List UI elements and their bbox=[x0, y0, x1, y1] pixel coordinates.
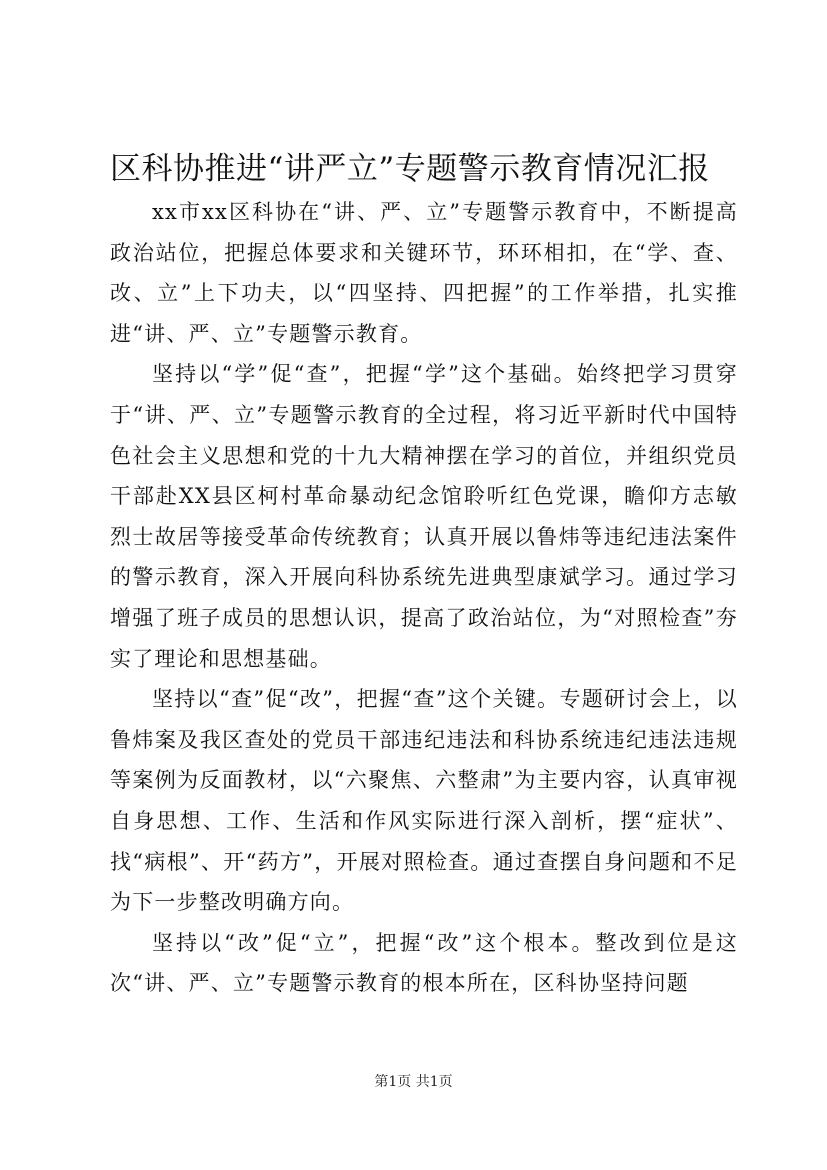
document-body bbox=[110, 192, 738, 1004]
paragraph-check: 坚持以“查”促“改”，把握“查”这个关键。专题研讨会上，以鲁炜案及我区查处的党员干部违纪违法和科协系统违纪违法违规等案例为反面教材，以“六聚焦、六整肃”为主要内容，认真审视自身思想、工作、生活和作风实际进行深入剖析，摆“症状”、找“病根”、开“药方”，开展对照检查。通过查摆自身问题和不足为下一步整改明确方向。 bbox=[110, 687, 738, 915]
paragraph-rectify: 坚持以“改”促“立”，把握“改”这个根本。整改到位是这次“讲、严、立”专题警示教育的根本所在，区科协坚持问题 bbox=[110, 930, 738, 996]
paragraph-intro: xx市xx区科协在“讲、严、立”专题警示教育中，不断提高政治站位，把握总体要求和关键环节，环环相扣，在“学、查、改、立”上下功夫，以“四坚持、四把握”的工作举措，扎实推进“讲、严、立”专题警示教育。 bbox=[110, 200, 738, 346]
document-title: 区科协推进“讲严立”专题警示教育情况汇报 bbox=[110, 151, 710, 187]
page-footer: 第1页 共1页 bbox=[374, 1074, 453, 1090]
paragraph-study: 坚持以“学”促“查”，把握“学”这个基础。始终把学习贯穿于“讲、严、立”专题警示教育的全过程，将习近平新时代中国特色社会主义思想和党的十九大精神摆在学习的首位，并组织党员干部赴XX县区柯村革命暴动纪念馆聆听红色党课，瞻仰方志敏烈士故居等接受革命传统教育；认真开展以鲁炜等违纪违法案件的警示教育，深入开展向科协系统先进典型康斌学习。通过学习增强了班子成员的思想认识，提高了政治站位，为“对照检查”夯实了理论和思想基础。 bbox=[110, 362, 738, 671]
